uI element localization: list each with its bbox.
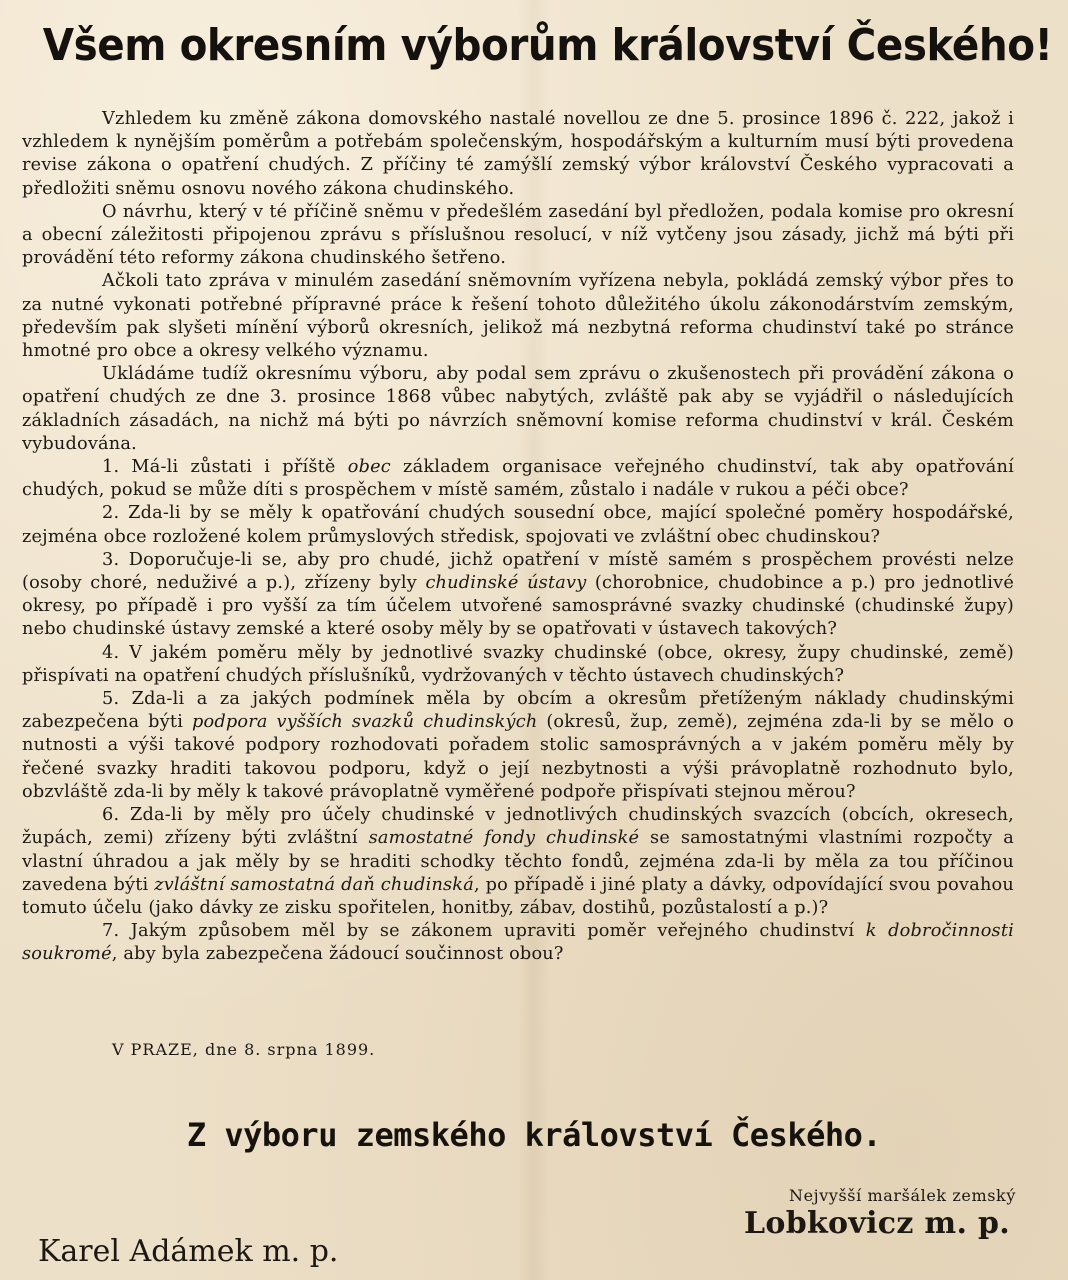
emphasis: samostatné fondy chudinské <box>368 828 640 849</box>
question-1: 1. Má-li zůstati i příště obec základem organisace veřejného chudinství, tak aby opatřování chudých, pokud se může díti s prospěchem v místě samém, zůstalo i nadále v rukou a péči obce? <box>22 457 1014 501</box>
emphasis: zvláštní samostatná daň chudinská <box>154 874 474 895</box>
headline: Všem okresním výborům království Českého! <box>42 20 1053 71</box>
emphasis: k dobročinnosti soukromé <box>22 921 1014 965</box>
paragraph-intro: Vzhledem ku změně zákona domovského nastalé novellou ze dne 5. prosince 1896 č. 222, jakož i vzhledem k nynějším poměrům a potřebám společenským, hospodářským a kulturním musí býti provedena revise zákona o opatření chudých. Z příčiny té zamýšlí zemský výbor království Českého vypracovati a předložiti sněmu osnovu nového zákona chudinského. <box>22 109 1014 199</box>
paragraph-instruction: Ukládáme tudíž okresnímu výboru, aby podal sem zprávu o zkušenostech při provádění zákona o opatření chudých ze dne 3. prosince 1868 vůbec nabytých, zvláště pak aby se vyjádřil o následujících základních zásadách, na nichž má býti po návrzích sněmovní komise reforma chudinství v král. Českém vybudována. <box>22 364 1014 454</box>
emphasis: obec <box>347 457 391 478</box>
question-5: 5. Zda-li a za jakých podmínek měla by obcím a okresům přetíženým náklady chudinskými zabezpečena býti podpora vyšších svazků chudinských (okresů, žup, země), zejména zda-li by se mělo o nutnosti a výši takové podpory rozhodovati pořadem stolic samosprávných a v jakém poměru měly by řečené svazky hraditi takovou podporu, když o její nezbytnosti a výši právoplatně rozhodnuto bylo, obzvláště zda-li by měly k takové právoplatně vyměřené podpoře přispívati stejnou měrou? <box>22 689 1014 802</box>
committee-signature: Z výboru zemského království Českého. <box>186 1116 882 1154</box>
question-4: 4. V jakém poměru měly by jednotlivé svazky chudinské (obce, okresy, župy chudinské, země) přispívati na opatření chudých příslušníků, vydržovaných v těchto ústavech chudinských? <box>22 642 1014 686</box>
body-text <box>22 108 1014 967</box>
emphasis: podpora vyšších svazků chudinských <box>191 712 538 733</box>
date-line: V PRAZE, dne 8. srpna 1899. <box>112 1040 376 1059</box>
emphasis: chudinské ústavy <box>425 573 587 594</box>
paragraph-preparation: Ačkoli tato zpráva v minulém zasedání sněmovním vyřízena nebyla, pokládá zemský výbor přes to za nutné vykonati potřebné přípravné práce k řešení tohoto důležitého úkolu zákonodárstvím zemským, především pak slyšeti mínění výborů okresních, jelikož má nezbytná reforma chudinství také po stránce hmotné pro obce a okresy velkého významu. <box>22 271 1014 362</box>
question-2: 2. Zda-li by se měly k opatřování chudých sousední obce, mající společné poměry hospodářské, zejména obce rozložené kolem průmyslových středisk, spojovati ve zvláštní obec chudinskou? <box>22 503 1014 547</box>
secretary-signature: Karel Adámek m. p. <box>38 1234 339 1269</box>
paragraph-commission: O návrhu, který v té příčině sněmu v předešlém zasedání byl předložen, podala komise pro okresní a obecní záležitosti připojenou zprávu s příslušnou resolucí, v níž vytčeny jsou zásady, jichž má býti při provádění této reformy zákona chudinského šetřeno. <box>22 201 1014 269</box>
question-3: 3. Doporučuje-li se, aby pro chudé, jichž opatření v místě samém s prospěchem provésti nelze (osoby choré, neduživé a p.), zřízeny byly chudinské ústavy (chorobnice, chudobince a p.) pro jednotlivé okresy, po případě i pro vyšší za tím účelem utvořené samosprávné svazky chudinské (chudinské župy) nebo chudinské ústavy zemské a které osoby měly by se opatřovati v ústavech takových? <box>22 549 1015 640</box>
marshal-name: Lobkovicz m. p. <box>743 1206 1010 1241</box>
question-7: 7. Jakým způsobem měl by se zákonem upraviti poměr veřejného chudinství k dobročinnosti soukromé, aby byla zabezpečena žádoucí součinnost obou? <box>22 921 1014 965</box>
question-6: 6. Zda-li by měly pro účely chudinské v jednotlivých chudinských svazcích (obcích, okresech, župách, zemi) zřízeny býti zvláštní samostatné fondy chudinské se samostatnými vlastními rozpočty a vlastní úhradou a jak měly by se hraditi schodky těchto fondů, zejména zda-li by měla za tou příčinou zavedena býti zvláštní samostatná daň chudinská, po případě i jiné platy a dávky, odpovídající svou povahou tomuto účelu (jako dávky ze zisku spořitelen, honitby, zábav, dostihů, pozůstalostí a p.)? <box>22 805 1014 918</box>
marshal-title: Nejvyšší maršálek zemský <box>788 1186 1016 1205</box>
